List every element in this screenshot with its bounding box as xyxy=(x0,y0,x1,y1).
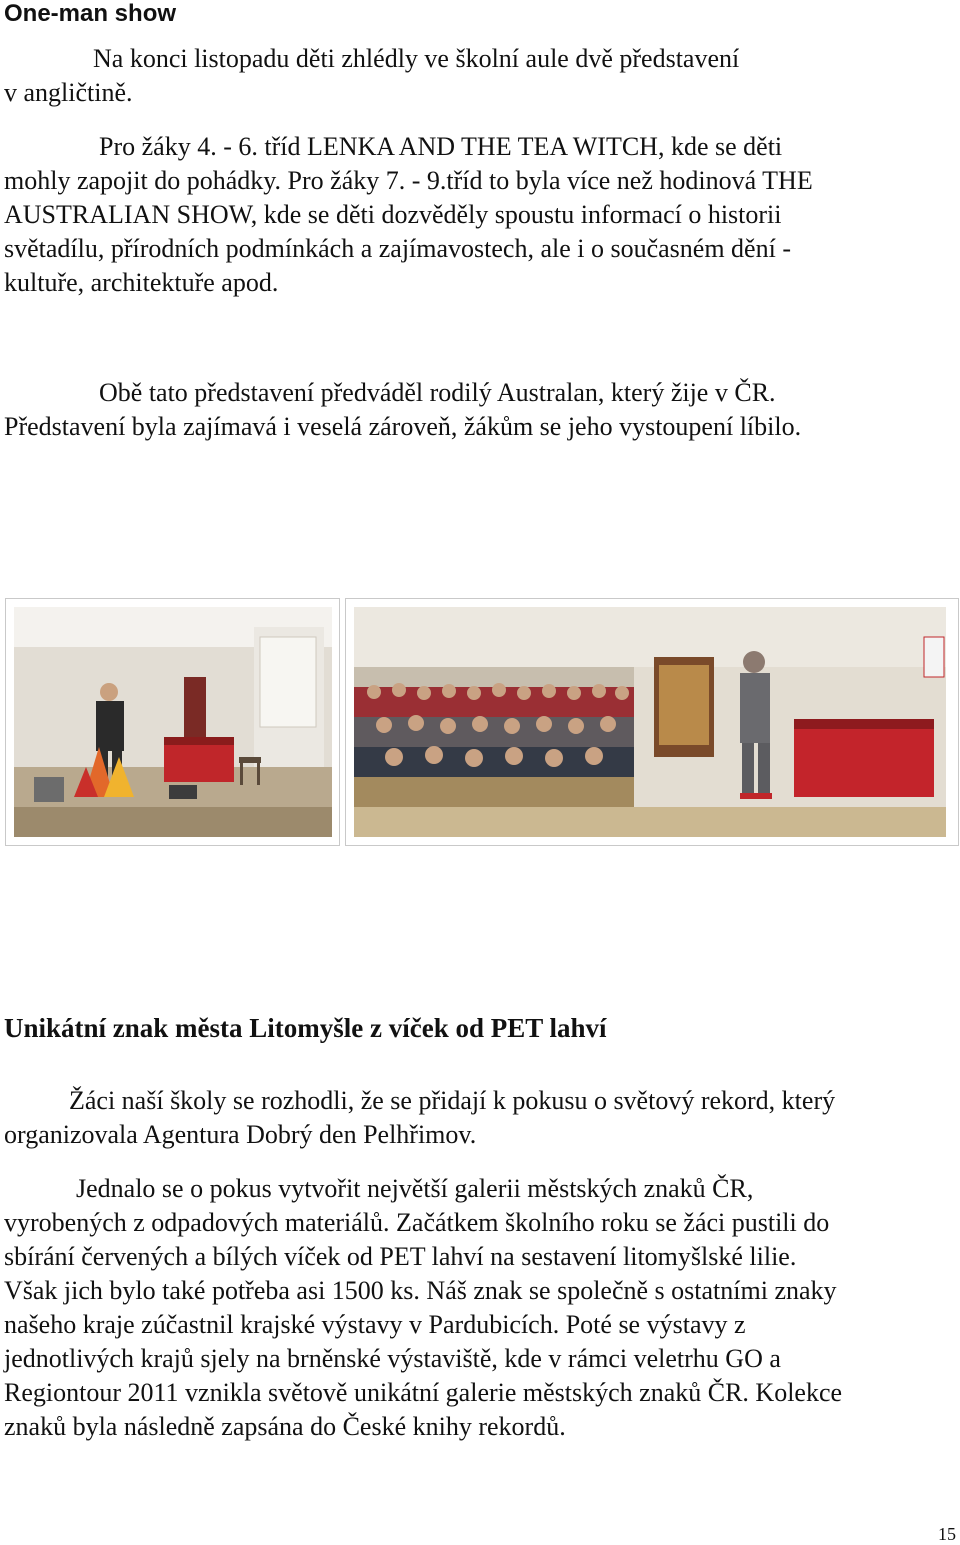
audience-and-performer-photo xyxy=(345,598,959,846)
section-heading-litomysl-emblem: Unikátní znak města Litomyšle z víček od PET lahví xyxy=(4,1013,607,1043)
paragraph-line: Však jich bylo také potřeba asi 1500 ks. Náš znak se společně s ostatními znaky xyxy=(4,1276,837,1305)
paragraph-line: vyrobených z odpadových materiálů. Začátkem školního roku se žáci pustili do xyxy=(4,1208,830,1237)
paragraph-line: Žáci naší školy se rozhodli, že se přidají k pokusu o světový rekord, který xyxy=(69,1086,836,1115)
paragraph-line: AUSTRALIAN SHOW, kde se děti dozvěděly spoustu informací o historii xyxy=(4,200,782,229)
paragraph-line: sbírání červených a bílých víček od PET lahví na sestavení litomyšlské lilie. xyxy=(4,1242,797,1271)
paragraph-line: Na konci listopadu děti zhlédly ve školní aule dvě představení xyxy=(93,44,740,73)
performer-stage-photo xyxy=(5,598,340,846)
paragraph-line: znaků byla následně zapsána do České knihy rekordů. xyxy=(4,1412,566,1441)
paragraph-line: kultuře, architektuře apod. xyxy=(4,268,279,297)
paragraph-line: mohly zapojit do pohádky. Pro žáky 7. - 9.tříd to byla více než hodinová THE xyxy=(4,166,813,195)
paragraph-line: našeho kraje zúčastnil krajské výstavy v Pardubicích. Poté se výstavy z xyxy=(4,1310,746,1339)
paragraph-line: Pro žáky 4. - 6. tříd LENKA AND THE TEA WITCH, kde se děti xyxy=(99,132,783,161)
paragraph-line: jednotlivých krajů sjely na brněnské výstaviště, kde v rámci veletrhu GO a xyxy=(4,1344,781,1373)
paragraph-line: organizovala Agentura Dobrý den Pelhřimov. xyxy=(4,1120,477,1149)
section-heading-one-man-show: One-man show xyxy=(4,0,177,27)
paragraph-line: Regiontour 2011 vznikla světově unikátní galerie městských znaků ČR. Kolekce xyxy=(4,1378,843,1407)
paragraph-line: Představení byla zajímavá i veselá zároveň, žákům se jeho vystoupení líbilo. xyxy=(4,412,802,441)
paragraph-line: Obě tato představení předváděl rodilý Australan, který žije v ČR. xyxy=(99,378,776,407)
paragraph-line: Jednalo se o pokus vytvořit největší galerii městských znaků ČR, xyxy=(76,1174,754,1203)
page-number: 15 xyxy=(938,1524,956,1544)
paragraph-line: světadílu, přírodních podmínkách a zajímavostech, ale i o současném dění - xyxy=(4,234,791,263)
paragraph-line: v angličtině. xyxy=(4,78,133,107)
